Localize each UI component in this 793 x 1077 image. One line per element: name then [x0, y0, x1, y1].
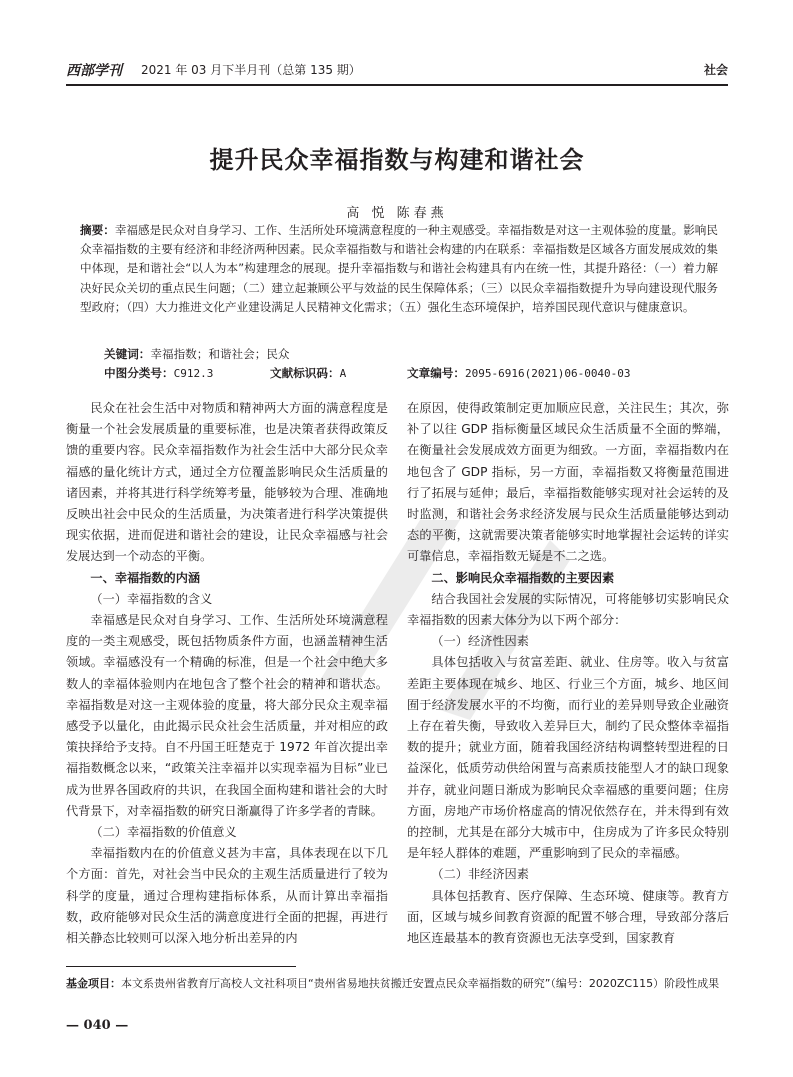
doccode-label: 文献标识码： [270, 366, 340, 380]
section-heading: 一、幸福指数的内涵 [90, 570, 201, 585]
body-paragraph: 具体包括教育、医疗保障、生态环境、健康等。教育方面，区域与城乡间教育资源的配置不够合理，导致部分落后地区连最基本的教育资源也无法享受到，国家教育 [407, 888, 729, 946]
subsection-heading: （一）幸福指数的含义 [90, 591, 213, 606]
clc-number [104, 365, 213, 381]
body-paragraph: 民众在社会生活中对物质和精神两大方面的满意程度是衡量一个社会发展质量的重要标准，也是决策者获得政策反馈的重要内容。民众幸福指数作为社会生活中大部分民众幸福感的量化统计方式，通过全方位覆盖影响民众生活质量的诸因素，并将其进行科学统筹考量，能够较为合理、准确地反映出社会中民众的生活质量，为决策者进行科学决策提供现实依据，进而促进和谐社会的建设，让民众幸福感与社会发展达到一个动态的平衡。 [66, 401, 388, 564]
article-label: 文章编号： [407, 366, 465, 380]
journal-logo: 西部学刊 [66, 63, 122, 79]
right-column [407, 398, 729, 949]
article-title: 提升民众幸福指数与构建和谐社会 [209, 145, 585, 174]
section-heading: 二、影响民众幸福指数的主要因素 [431, 570, 615, 585]
abstract-label: 摘要： [80, 223, 115, 237]
article-number [407, 365, 631, 381]
keywords-text: 幸福指数；和谐社会；民众 [150, 347, 290, 361]
abstract [80, 221, 718, 317]
authors: 高 悦 陈春燕 [346, 206, 448, 221]
clc-label: 中图分类号： [104, 366, 174, 380]
body-paragraph: 结合我国社会发展的实际情况，可将能够切实影响民众幸福指数的因素大体分为以下两个部分： [407, 591, 729, 628]
body-paragraph: 在原因，使得政策制定更加顺应民意，关注民生；其次，弥补了以往 GDP 指标衡量区域民众生活质量不全面的弊端，在衡量社会发展成效方面更为细致。一方面，幸福指数内在地包含了 GDP 指标，另一方面，幸福指数又将衡量范围进行了拓展与延伸；最后，幸福指数能够实现对社会运转的及时监测，和谐社会务求经济发展与民众生活质量能够达到动态的平衡，这就需要决策者能够实时地掌握社会运转的详实可靠信息，幸福指数无疑是不二之选。 [407, 401, 729, 564]
footnote-label: 基金项目： [66, 977, 121, 990]
footnote-rule [66, 966, 296, 967]
keywords-label: 关键词： [104, 347, 151, 361]
left-column [66, 398, 388, 949]
body-paragraph: 幸福感是民众对自身学习、工作、生活所处环境满意程度的一类主观感受，既包括物质条件方面，也涵盖精神生活领域。幸福感没有一个精确的标准，但是一个社会中绝大多数人的幸福体验则内在地包含了整个社会的精神和谐状态。幸福指数是对这一主观体验的度量，将大部分民众主观幸福感受予以量化，由此揭示民众社会生活质量，并对相应的政策抉择给予支持。自不丹国王旺楚克于 1972 年首次提出幸福指数概念以来，“政策关注幸福并以实现幸福为目标”业已成为世界各国政府的共识，在我国全面构建和谐社会的大时代背景下，对幸福指数的研究日渐赢得了许多学者的青睐。 [66, 613, 388, 818]
clc-value: C912.3 [173, 367, 214, 380]
document-code [270, 365, 346, 381]
subsection-heading: （一）经济性因素 [431, 634, 529, 649]
running-header [66, 60, 728, 82]
section-name: 社会 [703, 63, 728, 77]
subsection-heading: （二）幸福指数的价值意义 [90, 825, 237, 840]
abstract-text: 幸福感是民众对自身学习、工作、生活所处环境满意程度的一种主观感受。幸福指数是对这一主观体验的度量。影响民众幸福指数的主要有经济和非经济两种因素。民众幸福指数与和谐社会构建的内在联系：幸福指数是区域各方面发展成效的集中体现，是和谐社会“以人为本”构建理念的展现。提升幸福指数与和谐社会构建具有内在统一性，其提升路径：（一）着力解决好民众关切的重点民生问题；（二）建立起兼顾公平与效益的民生保障体系；（三）以民众幸福指数提升为导向建设现代服务型政府；（四）大力推进文化产业建设满足人民精神文化需求；（五）强化生态环境保护，培养国民现代意识与健康意识。 [80, 223, 718, 314]
footnote [66, 975, 728, 993]
body-paragraph: 具体包括收入与贫富差距、就业、住房等。收入与贫富差距主要体现在城乡、地区、行业三个方面，城乡、地区间囿于经济发展水平的不均衡，而行业的差异则导致企业融资上存在着失衡，导致收入差异巨大，制约了民众整体幸福指数的提升；就业方面，随着我国经济结构调整转型进程的日益深化，低质劳动供给闲置与高素质技能型人才的缺口现象并存，就业问题日渐成为影响民众幸福感的重要问题；住房方面，房地产市场价格虚高的情况依然存在，并未得到有效的控制，尤其是在部分大城市中，住房成为了许多民众特别是年轻人群体的难题，严重影响到了民众的幸福感。 [407, 655, 729, 861]
issue-info: 2021 年 03 月下半月刊（总第 135 期） [141, 63, 361, 77]
header-rule [66, 84, 728, 86]
body-paragraph: 幸福指数内在的价值意义甚为丰富，具体表现在以下几个方面：首先，对社会当中民众的主观生活质量进行了较为科学的度量，通过合理构建指标体系，从而计算出幸福指数，政府能够对民众生活的满意度进行全面的把握，再进行相关静态比较则可以深入地分析出差异的内 [66, 846, 388, 946]
page-number: — 040 — [66, 1018, 129, 1033]
subsection-heading: （二）非经济因素 [431, 867, 529, 882]
keywords [104, 346, 290, 362]
doccode-value: A [339, 367, 347, 380]
article-value: 2095-6916(2021)06-0040-03 [464, 367, 631, 380]
footnote-text: 本文系贵州省教育厅高校人文社科项目“贵州省易地扶贫搬迁安置点民众幸福指数的研究”（编号：2020ZC115）阶段性成果 [121, 977, 720, 990]
